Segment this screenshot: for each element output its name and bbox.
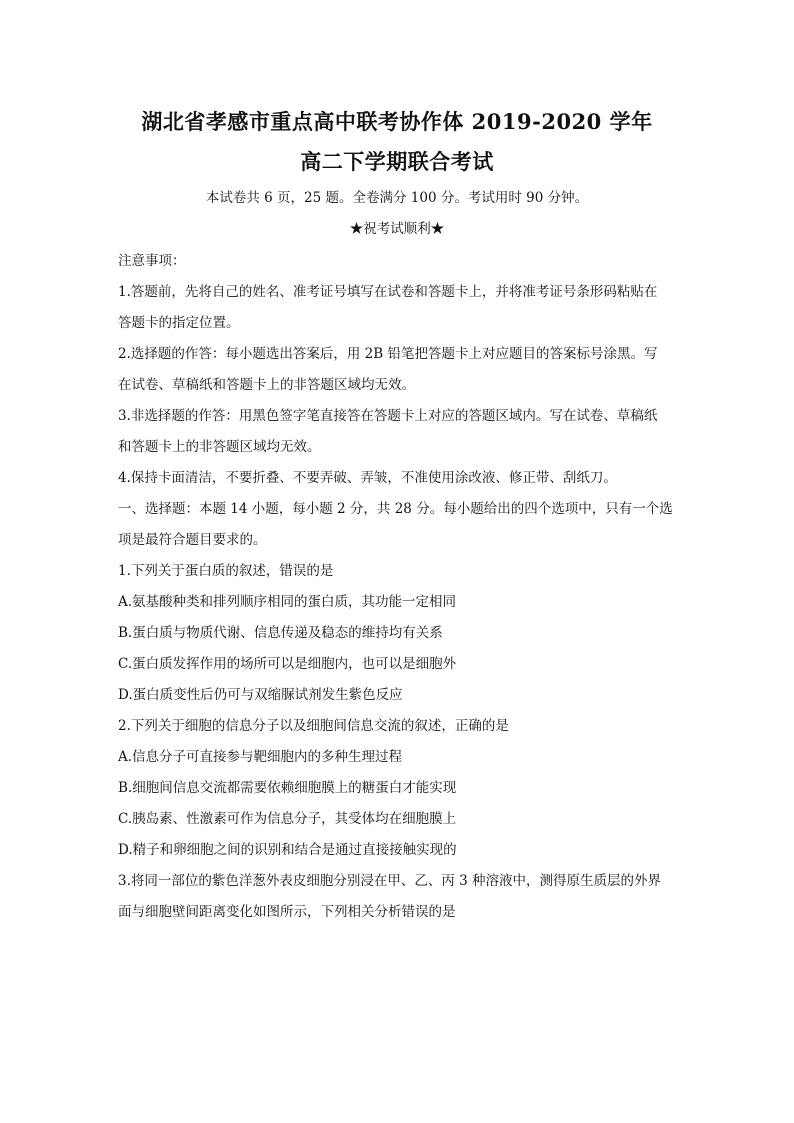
question-2-option-d: D.精子和卵细胞之间的识别和结合是通过直接接触实现的 bbox=[118, 842, 457, 858]
notice-item-2: 2.选择题的作答：每小题选出答案后，用 2B 铅笔把答题卡上对应题目的答案标号涂黑。写 bbox=[118, 346, 658, 362]
exam-title-line1: 湖北省孝感市重点高中联考协作体 2019-2020 学年 bbox=[141, 109, 653, 134]
notice-item-3: 3.非选择题的作答：用黑色签字笔直接答在答题卡上对应的答题区域内。写在试卷、草稿纸 bbox=[118, 408, 658, 424]
question-1-option-c: C.蛋白质发挥作用的场所可以是细胞内，也可以是细胞外 bbox=[118, 656, 457, 672]
question-1-option-d: D.蛋白质变性后仍可与双缩脲试剂发生紫色反应 bbox=[118, 687, 403, 703]
question-2-option-a: A.信息分子可直接参与靶细胞内的多种生理过程 bbox=[118, 749, 403, 765]
question-1-stem: 1.下列关于蛋白质的叙述，错误的是 bbox=[118, 563, 334, 579]
exam-wish: ★祝考试顺利★ bbox=[349, 221, 445, 237]
question-2-option-c: C.胰岛素、性激素可作为信息分子，其受体均在细胞膜上 bbox=[118, 811, 457, 827]
exam-body bbox=[118, 246, 678, 928]
question-2-stem: 2.下列关于细胞的信息分子以及细胞间信息交流的叙述，正确的是 bbox=[118, 718, 509, 734]
exam-title-line2: 高二下学期联合考试 bbox=[300, 149, 494, 174]
section-one-heading: 一、选择题：本题 14 小题，每小题 2 分，共 28 分。每小题给出的四个选项中，只有一个选 bbox=[118, 501, 673, 517]
question-1-option-b: B.蛋白质与物质代谢、信息传递及稳态的维持均有关系 bbox=[118, 625, 443, 641]
notice-item-1-cont: 答题卡的指定位置。 bbox=[118, 315, 240, 331]
notice-item-4: 4.保持卡面清洁，不要折叠、不要弄破、弄皱，不准使用涂改液、修正带、刮纸刀。 bbox=[118, 470, 617, 486]
question-1-option-a: A.氨基酸种类和排列顺序相同的蛋白质，其功能一定相同 bbox=[118, 594, 457, 610]
notice-item-3-cont: 和答题卡上的非答题区域均无效。 bbox=[118, 439, 321, 455]
notice-item-2-cont: 在试卷、草稿纸和答题卡上的非答题区域均无效。 bbox=[118, 377, 415, 393]
exam-info: 本试卷共 6 页，25 题。全卷满分 100 分。考试用时 90 分钟。 bbox=[205, 190, 589, 206]
question-3-stem: 3.将同一部位的紫色洋葱外表皮细胞分别浸在甲、乙、丙 3 种溶液中，测得原生质层的外界 bbox=[118, 873, 662, 889]
question-3-stem-cont: 面与细胞壁间距离变化如图所示，下列相关分析错误的是 bbox=[118, 904, 456, 920]
question-2-option-b: B.细胞间信息交流都需要依赖细胞膜上的糖蛋白才能实现 bbox=[118, 780, 457, 796]
notice-item-1: 1.答题前，先将自己的姓名、准考证号填写在试卷和答题卡上，并将准考证号条形码粘贴在 bbox=[118, 284, 658, 300]
notice-heading: 注意事项： bbox=[118, 253, 186, 269]
section-one-heading-cont: 项是最符合题目要求的。 bbox=[118, 532, 267, 548]
